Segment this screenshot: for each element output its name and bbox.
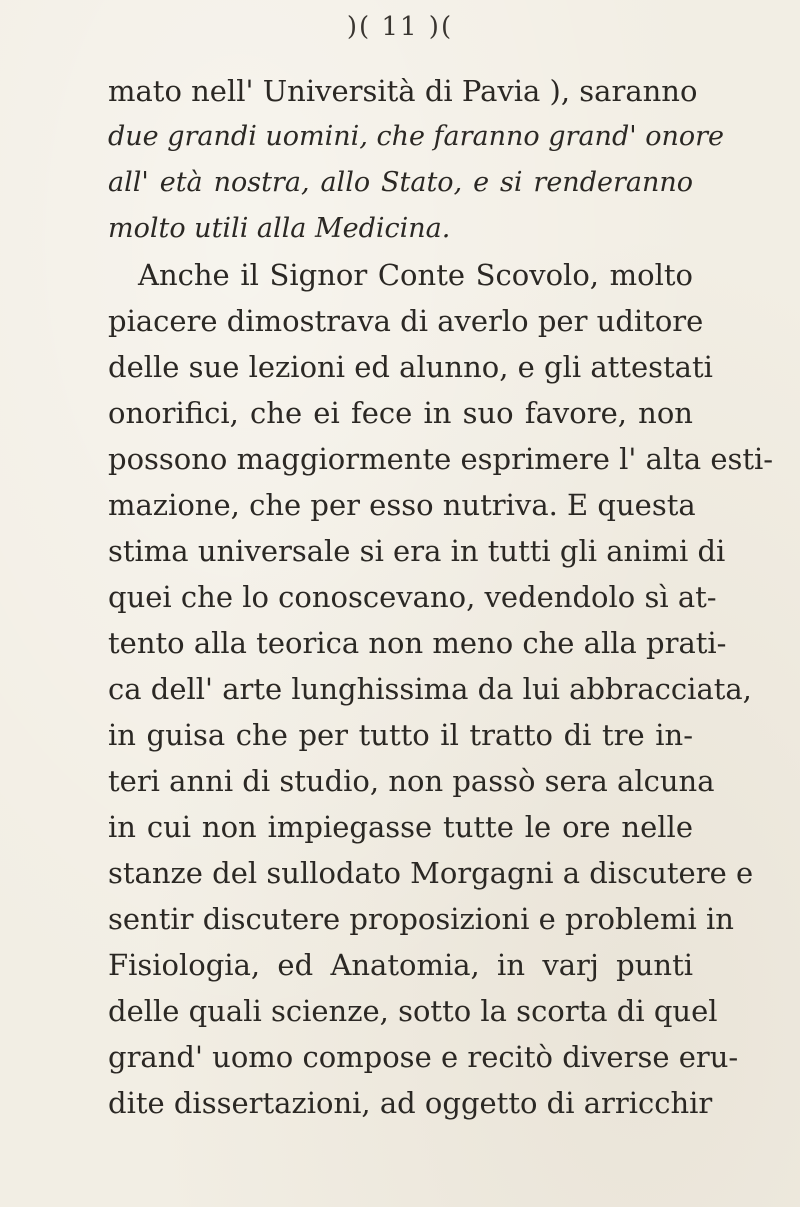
text-line-1: mato nell' Università di Pavia ), saranno (108, 74, 698, 108)
text-line-13: tento alla teorica non meno che alla prati- (108, 626, 727, 660)
text-line-21: delle quali scienze, sotto la scorta di quel (108, 994, 718, 1028)
text-line-14: ca dell' arte lunghissima da lui abbracciata, (108, 672, 752, 706)
text-line-10: mazione, che per esso nutriva. E questa (108, 488, 696, 522)
text-line-11: stima universale si era in tutti gli animi di (108, 534, 726, 568)
text-line-12: quei che lo conoscevano, vedendolo sì at- (108, 580, 717, 614)
text-line-4: molto utili alla Medicina. (108, 213, 451, 244)
text-line-8: onorifici, che ei fece in suo favore, non (108, 396, 693, 430)
text-line-5: Anche il Signor Conte Scovolo, molto (138, 258, 693, 292)
text-line-22: grand' uomo compose e recitò diverse eru- (108, 1040, 739, 1074)
text-line-19: sentir discutere proposizioni e problemi in (108, 902, 734, 936)
text-line-15: in guisa che per tutto il tratto di tre in- (108, 718, 693, 752)
text-line-23: dite dissertazioni, ad oggetto di arricchir (108, 1086, 713, 1120)
text-line-6: piacere dimostrava di averlo per uditore (108, 304, 704, 338)
text-line-7: delle sue lezioni ed alunno, e gli attestati (108, 350, 713, 384)
text-line-16: teri anni di studio, non passò sera alcuna (108, 764, 715, 798)
text-line-9: possono maggiormente esprimere l' alta esti- (108, 442, 774, 476)
page-number-header: )( 11 )( (346, 12, 454, 42)
text-line-20: Fisiologia, ed Anatomia, in varj punti (108, 948, 693, 982)
text-line-3: all' età nostra, allo Stato, e si renderanno (108, 167, 693, 198)
text-line-18: stanze del sullodato Morgagni a discutere e (108, 856, 754, 890)
text-line-17: in cui non impiegasse tutte le ore nelle (108, 810, 693, 844)
text-line-2: due grandi uomini, che faranno grand' onore (108, 121, 725, 152)
body-text (108, 68, 774, 1126)
